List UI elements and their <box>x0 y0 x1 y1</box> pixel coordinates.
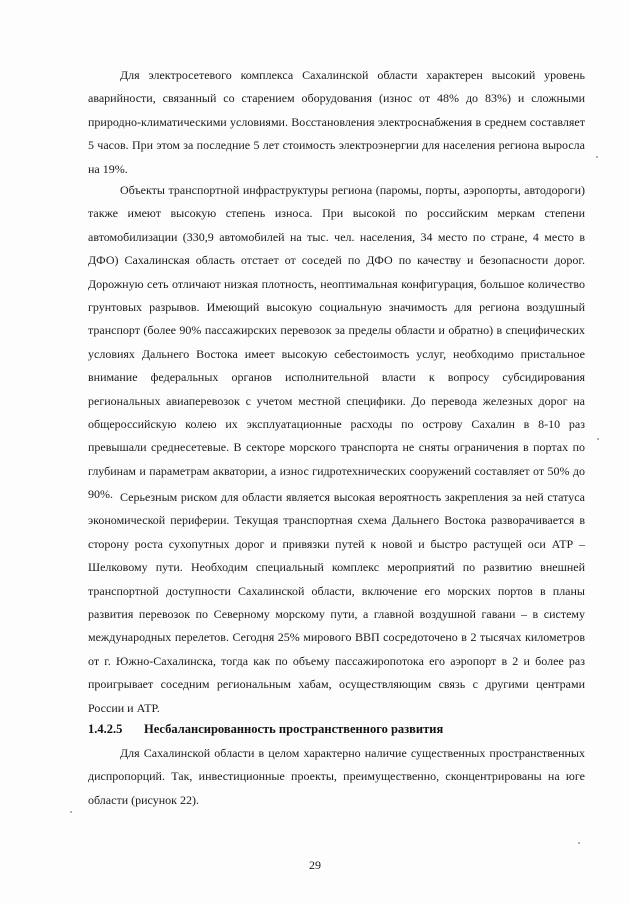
section-title: Несбалансированность пространственного развития <box>144 722 444 736</box>
paragraph-transport-infrastructure <box>88 179 585 507</box>
scan-speck <box>70 811 72 813</box>
paragraph-text: Объекты транспортной инфраструктуры региона (паромы, порты, аэропорты, автодороги) также имеют высокую степень износа. При высокой по российским меркам степени автомобилизации (330,9 автомобилей на тыс. чел. населения, 34 место по стране, 4 место в ДФО) Сахалинская область отстает от соседей по ДФО по качеству и безопасности дорог. Дорожную сеть отличают низкая плотность, неоптимальная конфигурация, большое количество грунтовых разрывов. Имеющий высокую социальную значимость для региона воздушный транспорт (более 90% пассажирских перевозок за пределы области и обратно) в специфических условиях Дальнего Востока имеет высокую себестоимость услуг, необходимо пристальное внимание федеральных органов исполнительной власти к вопросу субсидирования региональных авиаперевозок с учетом местной специфики. До перевода железных дорог на общероссийскую колею их эксплуатационные расходы по острову Сахалин в 8-10 раз превышали среднесетевые. В секторе морского транспорта не сняты ограничения в портах по глубинам и параметрам акватории, а износ гидротехнических сооружений составляет от 50% до 90%. <box>88 183 585 502</box>
scan-speck <box>597 438 599 440</box>
scan-speck <box>578 842 580 844</box>
paragraph-spatial-disproportion <box>88 742 585 812</box>
paragraph-text: Для Сахалинской области в целом характерно наличие существенных пространственных диспропорций. Так, инвестиционные проекты, преимущественно, сконцентрированы на юге области (рисунок 22). <box>88 746 585 807</box>
section-heading <box>88 722 585 737</box>
scan-speck <box>596 156 598 158</box>
paragraph-economic-periphery <box>88 486 585 720</box>
paragraph-text: Серьезным риском для области является высокая вероятность закрепления за ней статуса экономической периферии. Текущая транспортная схема Дальнего Востока разворачивается в сторону роста сухопутных дорог и привязки путей к новой и быстро растущей оси АТР – Шелковому пути. Необходим специальный комплекс мероприятий по развитию внешней транспортной доступности Сахалинской области, включение его морских портов в планы развития перевозок по Северному морскому пути, а главной воздушной гавани – в систему международных перелетов. Сегодня 25% мирового ВВП сосредоточено в 2 тысячах километров от г. Южно-Сахалинска, тогда как по объему пассажиропотока его аэропорт в 2 и более раз проигрывает соседним региональным хабам, осуществляющим связь с другими центрами России и АТР. <box>88 490 585 715</box>
page-number: 29 <box>309 858 321 872</box>
section-number: 1.4.2.5 <box>88 722 123 736</box>
paragraph-text: Для электросетевого комплекса Сахалинской области характерен высокий уровень аварийности, связанный со старением оборудования (износ от 48% до 83%) и сложными природно-климатическими условиями. Восстановления электроснабжения в среднем составляет 5 часов. При этом за последние 5 лет стоимость электроэнергии для населения региона выросла на 19%. <box>88 68 585 176</box>
paragraph-power-grid <box>88 64 585 181</box>
